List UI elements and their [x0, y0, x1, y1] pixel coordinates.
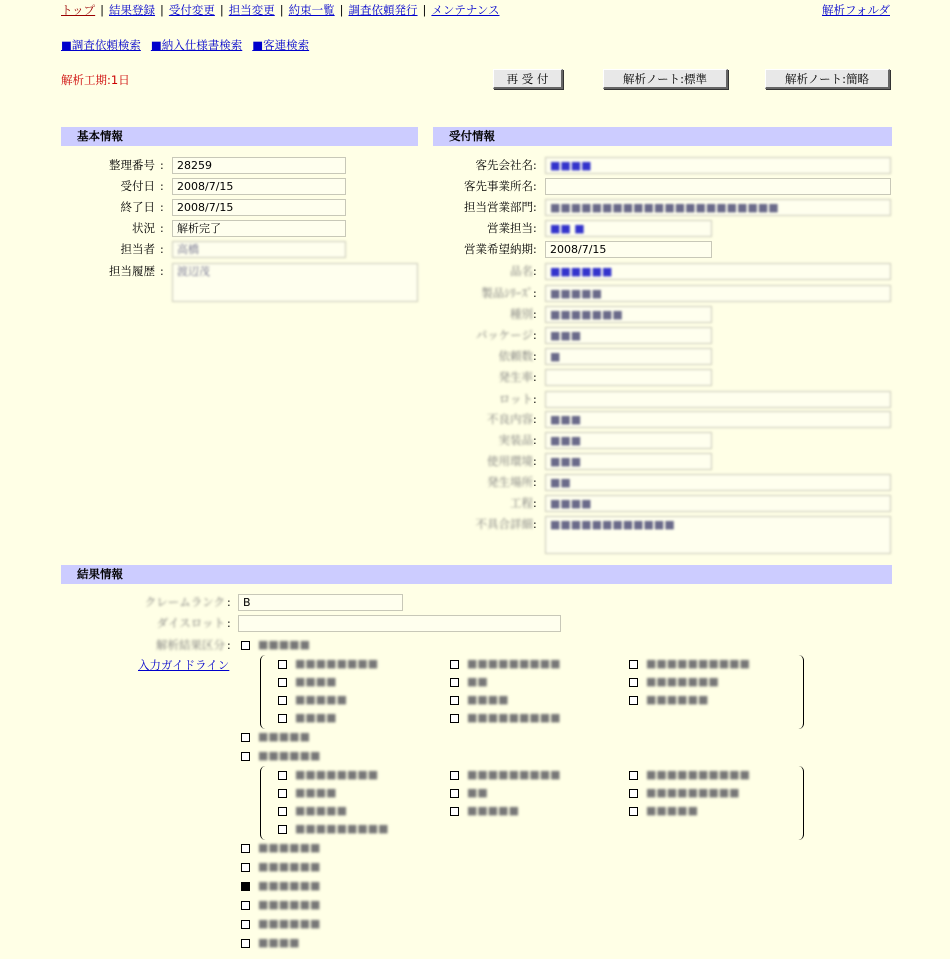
result-group1-opt-3[interactable]	[278, 675, 337, 689]
reaccept-button[interactable]: 再 受 付	[493, 69, 563, 89]
accept-field-4[interactable]: 2008/7/15	[545, 241, 712, 258]
analysis-note-brief-button[interactable]: 解析ノート:簡略	[765, 69, 890, 89]
accept-extra-field-9[interactable]: ■■■	[545, 453, 712, 470]
accept-extra-label-text: 不具合詳細	[475, 517, 533, 531]
result-opt-bottom-1-label: ■■■■■■	[258, 860, 321, 873]
accept-extra-field-4[interactable]: ■	[545, 348, 712, 365]
accept-extra-label-text: 使用環境	[487, 454, 533, 468]
input-guideline-link[interactable]: 入力ガイドライン	[138, 658, 230, 672]
accept-label-0: 客先会社名	[475, 158, 533, 172]
colon: :	[533, 222, 537, 235]
result-group2-opt-4-label: ■■	[467, 786, 488, 799]
result-group1-opt-4-checkbox[interactable]	[450, 678, 459, 687]
colon: :	[227, 596, 231, 609]
result-info-header: 結果情報	[61, 565, 892, 584]
result-group1-opt-9-checkbox[interactable]	[278, 714, 287, 723]
accept-extra-field-2[interactable]: ■■■■■■■	[545, 306, 712, 323]
result-group1-opt-8-checkbox[interactable]	[629, 696, 638, 705]
result-opt-bottom-2-label: ■■■■■■	[258, 879, 321, 892]
result-group2-opt-1[interactable]	[450, 768, 561, 782]
result-group1-opt-0-checkbox[interactable]	[278, 660, 287, 669]
subnav-link-0[interactable]: ■調査依頼検索	[61, 38, 141, 52]
nav-separator: |	[422, 3, 427, 17]
analysis-note-standard-button[interactable]: 解析ノート:標準	[603, 69, 728, 89]
colon: :	[533, 243, 537, 256]
claim-rank-label-text: クレームランク	[144, 595, 225, 609]
result-opt-mid-1[interactable]	[241, 749, 320, 763]
accept-extra-label-text: 製品ｼﾘｰｽﾞ	[481, 286, 533, 300]
accept-label-1: 客先事業所名	[464, 179, 533, 193]
result-group1-opt-0-label: ■■■■■■■■	[295, 657, 379, 670]
result-group2-opt-6-label: ■■■■■	[295, 804, 347, 817]
result-group2-opt-5[interactable]	[629, 786, 740, 800]
basic-field-3[interactable]: 解析完了	[172, 220, 346, 237]
top-nav	[61, 2, 500, 18]
result-group1-opt-6[interactable]	[278, 693, 347, 707]
colon: :	[533, 518, 537, 531]
basic-field-2[interactable]: 2008/7/15	[172, 199, 346, 216]
accept-extra-label-2	[433, 306, 533, 323]
result-opt-mid-1-label: ■■■■■■	[258, 749, 321, 762]
result-group2-opt-8-checkbox[interactable]	[629, 807, 638, 816]
result-group1-opt-0[interactable]	[278, 657, 378, 671]
result-opt-bottom-3[interactable]	[241, 898, 320, 912]
result-group1-opt-8-label: ■■■■■■	[646, 693, 709, 706]
result-group2-opt-5-label: ■■■■■■■■■	[646, 786, 740, 799]
result-group2-opt-7-checkbox[interactable]	[450, 807, 459, 816]
result-group2-opt-2-checkbox[interactable]	[629, 771, 638, 780]
result-opt-bottom-2[interactable]	[241, 879, 320, 893]
basic-field-1[interactable]: 2008/7/15	[172, 178, 346, 195]
nav-link-0[interactable]: トップ	[61, 3, 96, 17]
result-group2-opt-8[interactable]	[629, 804, 698, 818]
nav-link-2[interactable]: 受付変更	[168, 3, 215, 17]
accept-extra-label-text: パッケージ	[475, 328, 533, 342]
colon: :	[533, 329, 537, 342]
colon: :	[533, 476, 537, 489]
result-group1-opt-10-checkbox[interactable]	[450, 714, 459, 723]
result-group2-opt-5-checkbox[interactable]	[629, 789, 638, 798]
accept-extra-label-text: 種別	[510, 307, 533, 321]
result-group2-opt-0-checkbox[interactable]	[278, 771, 287, 780]
accept-field-0[interactable]: ■■■■	[545, 157, 891, 174]
result-group1-opt-3-checkbox[interactable]	[278, 678, 287, 687]
result-opt-mid-0[interactable]	[241, 730, 310, 744]
result-group2-opt-6-checkbox[interactable]	[278, 807, 287, 816]
result-group1-opt-7-label: ■■■■	[467, 693, 509, 706]
colon: :	[533, 413, 537, 426]
nav-separator: |	[160, 3, 164, 17]
accept-extra-label-text: 不良内容	[487, 412, 533, 426]
accept-extra-field-6[interactable]	[545, 391, 891, 408]
result-group2-opt-7[interactable]	[450, 804, 519, 818]
result-opt-mid-0-checkbox[interactable]	[241, 733, 250, 742]
result-group1-opt-3-label: ■■■■	[295, 675, 337, 688]
result-group1-opt-7[interactable]	[450, 693, 509, 707]
nav-link-1[interactable]: 結果登録	[109, 3, 156, 17]
result-group1-opt-1-label: ■■■■■■■■■	[467, 657, 561, 670]
result-group1-opt-6-label: ■■■■■	[295, 693, 347, 706]
result-group1-opt-5-label: ■■■■■■■	[646, 675, 719, 688]
group-brace-right	[793, 655, 804, 729]
colon: :	[533, 201, 537, 214]
accept-label-3: 営業担当	[487, 221, 533, 235]
colon: :	[160, 159, 164, 172]
accept-extra-label-text: 依頼数	[498, 349, 533, 363]
accept-extra-field-3[interactable]: ■■■	[545, 327, 712, 344]
colon: :	[160, 265, 164, 278]
result-group2-opt-9-checkbox[interactable]	[278, 825, 287, 834]
history-field[interactable]: 渡辺茂	[172, 263, 418, 302]
result-opt-top-0[interactable]	[241, 638, 310, 652]
result-group2-opt-3-label: ■■■■	[295, 786, 337, 799]
nav-link-6[interactable]: メンテナンス	[431, 3, 500, 17]
accept-extra-field-1[interactable]: ■■■■■	[545, 285, 891, 302]
accept-extra-label-1	[433, 285, 533, 302]
subnav-link-1[interactable]: ■納入仕様書検索	[150, 38, 243, 52]
dice-lot-field[interactable]	[238, 615, 561, 632]
result-group2-opt-4[interactable]	[450, 786, 488, 800]
nav-link-5[interactable]: 調査依頼発行	[348, 3, 418, 17]
result-opt-bottom-1-checkbox[interactable]	[241, 863, 250, 872]
nav-separator: |	[279, 3, 284, 17]
result-group2-opt-1-label: ■■■■■■■■■	[467, 768, 561, 781]
result-group2-opt-2-label: ■■■■■■■■■■	[646, 768, 750, 781]
result-group2-opt-9[interactable]	[278, 822, 389, 836]
accept-extra-label-3	[433, 327, 533, 344]
accept-extra-label-9	[433, 453, 533, 470]
result-group1-opt-4-label: ■■	[467, 675, 488, 688]
result-group2-opt-3[interactable]	[278, 786, 337, 800]
accept-extra-label-12	[433, 516, 533, 533]
basic-label-3: 状況	[132, 221, 155, 235]
colon: :	[533, 287, 537, 300]
result-opt-bottom-4-label: ■■■■■■	[258, 917, 321, 930]
result-group2-opt-6[interactable]	[278, 804, 347, 818]
basic-info-header: 基本情報	[61, 127, 418, 146]
result-opt-bottom-0-checkbox[interactable]	[241, 844, 250, 853]
accept-field-2[interactable]: ■■■■■■■■■■■■■■■■■■■■■■	[545, 199, 891, 216]
accept-extra-label-text: 品名	[510, 264, 533, 278]
claim-rank-field[interactable]: B	[238, 594, 403, 611]
colon: :	[160, 243, 164, 256]
group-brace-right	[793, 766, 804, 840]
result-group1-opt-10[interactable]	[450, 711, 561, 725]
result-opt-bottom-4[interactable]	[241, 917, 320, 931]
subnav-link-2[interactable]: ■客連検索	[252, 38, 310, 52]
result-class-label-text: 解析結果区分	[156, 638, 225, 652]
result-opt-bottom-1[interactable]	[241, 860, 320, 874]
accept-extra-label-10	[433, 474, 533, 491]
result-group1-opt-2-label: ■■■■■■■■■■	[646, 657, 750, 670]
nav-link-4[interactable]: 約束一覧	[288, 3, 335, 17]
colon: :	[533, 265, 537, 278]
accept-extra-label-7	[433, 411, 533, 428]
search-subnav	[61, 37, 319, 53]
result-group2-opt-9-label: ■■■■■■■■■	[295, 822, 389, 835]
result-group1-opt-8[interactable]	[629, 693, 708, 707]
accept-extra-label-text: 発生場所	[487, 475, 533, 489]
result-group2-opt-0[interactable]	[278, 768, 378, 782]
basic-label-1: 受付日	[120, 179, 155, 193]
basic-field-4[interactable]: 高橋	[172, 241, 346, 258]
result-opt-mid-0-label: ■■■■■	[258, 730, 310, 743]
result-opt-bottom-2-checkbox[interactable]	[241, 882, 250, 891]
accept-label-2: 担当営業部門	[464, 200, 533, 214]
result-group1-opt-9[interactable]	[278, 711, 337, 725]
accept-extra-label-5	[433, 369, 533, 386]
accept-extra-label-text: 工程	[510, 496, 533, 510]
colon: :	[533, 180, 537, 193]
nav-separator: |	[100, 3, 105, 17]
result-group1-opt-5-checkbox[interactable]	[629, 678, 638, 687]
accept-extra-field-0[interactable]: ■■■■■■	[545, 263, 891, 280]
claim-rank-label	[61, 594, 225, 611]
colon: :	[160, 201, 164, 214]
accept-extra-field-5[interactable]	[545, 369, 712, 386]
result-opt-bottom-5-label: ■■■■	[258, 936, 300, 949]
colon: :	[533, 371, 537, 384]
result-class-label	[61, 637, 225, 654]
basic-field-0[interactable]: 28259	[172, 157, 346, 174]
nav-separator: |	[339, 3, 344, 17]
result-opt-top-0-checkbox[interactable]	[241, 641, 250, 650]
dice-lot-label	[61, 615, 225, 632]
basic-label-4: 担当者	[120, 242, 155, 256]
result-group1-opt-7-checkbox[interactable]	[450, 696, 459, 705]
accept-extra-label-text: 発生率	[498, 370, 533, 384]
result-group1-opt-5[interactable]	[629, 675, 719, 689]
group-brace-left	[260, 766, 271, 840]
colon: :	[160, 180, 164, 193]
colon: :	[533, 434, 537, 447]
accept-extra-field-11[interactable]: ■■■■	[545, 495, 891, 512]
result-group1-opt-2-checkbox[interactable]	[629, 660, 638, 669]
colon: :	[533, 308, 537, 321]
accept-extra-field-7[interactable]: ■■■	[545, 411, 891, 428]
result-group1-opt-4[interactable]	[450, 675, 488, 689]
result-opt-bottom-0-label: ■■■■■■	[258, 841, 321, 854]
accept-extra-label-6	[433, 391, 533, 408]
dice-lot-label-text: ダイスロット	[156, 616, 225, 630]
history-label: 担当履歴	[109, 264, 155, 278]
colon: :	[533, 455, 537, 468]
nav-separator: |	[219, 3, 224, 17]
basic-label-0: 整理番号	[109, 158, 155, 172]
basic-label-2: 終了日	[120, 200, 155, 214]
analysis-period: 解析工期:1日	[61, 73, 130, 87]
accept-extra-label-11	[433, 495, 533, 512]
colon: :	[227, 639, 231, 652]
accept-extra-label-text: ロット	[498, 392, 533, 406]
colon: :	[533, 393, 537, 406]
colon: :	[227, 617, 231, 630]
result-opt-bottom-5[interactable]	[241, 936, 300, 950]
result-opt-bottom-0[interactable]	[241, 841, 320, 855]
accept-label-4: 営業希望納期	[464, 242, 533, 256]
colon: :	[160, 222, 164, 235]
result-group1-opt-1[interactable]	[450, 657, 561, 671]
result-opt-bottom-5-checkbox[interactable]	[241, 939, 250, 948]
accept-extra-label-0	[433, 263, 533, 280]
accept-extra-field-12[interactable]: ■■■■■■■■■■■■	[545, 516, 891, 554]
accept-info-header: 受付情報	[433, 127, 892, 146]
result-group2-opt-3-checkbox[interactable]	[278, 789, 287, 798]
colon: :	[533, 350, 537, 363]
accept-extra-label-4	[433, 348, 533, 365]
result-opt-bottom-4-checkbox[interactable]	[241, 920, 250, 929]
group-brace-left	[260, 655, 271, 729]
accept-extra-field-10[interactable]: ■■	[545, 474, 891, 491]
colon: :	[533, 159, 537, 172]
result-opt-bottom-3-checkbox[interactable]	[241, 901, 250, 910]
result-group1-opt-6-checkbox[interactable]	[278, 696, 287, 705]
result-group2-opt-7-label: ■■■■■	[467, 804, 519, 817]
result-group2-opt-8-label: ■■■■■	[646, 804, 698, 817]
result-opt-bottom-3-label: ■■■■■■	[258, 898, 321, 911]
result-group2-opt-2[interactable]	[629, 768, 750, 782]
result-group1-opt-9-label: ■■■■	[295, 711, 337, 724]
accept-field-1[interactable]	[545, 178, 891, 195]
result-group2-opt-4-checkbox[interactable]	[450, 789, 459, 798]
result-group2-opt-0-label: ■■■■■■■■	[295, 768, 379, 781]
result-group2-opt-1-checkbox[interactable]	[450, 771, 459, 780]
nav-link-3[interactable]: 担当変更	[228, 3, 275, 17]
colon: :	[533, 497, 537, 510]
analysis-folder-link[interactable]: 解析フォルダ	[822, 3, 890, 17]
accept-extra-field-8[interactable]: ■■■	[545, 432, 712, 449]
result-group1-opt-10-label: ■■■■■■■■■	[467, 711, 561, 724]
result-opt-top-0-label: ■■■■■	[258, 638, 310, 651]
result-group1-opt-1-checkbox[interactable]	[450, 660, 459, 669]
accept-extra-label-text: 実装品	[498, 433, 533, 447]
accept-extra-label-8	[433, 432, 533, 449]
result-opt-mid-1-checkbox[interactable]	[241, 752, 250, 761]
result-group1-opt-2[interactable]	[629, 657, 750, 671]
accept-field-3[interactable]: ■■ ■	[545, 220, 712, 237]
